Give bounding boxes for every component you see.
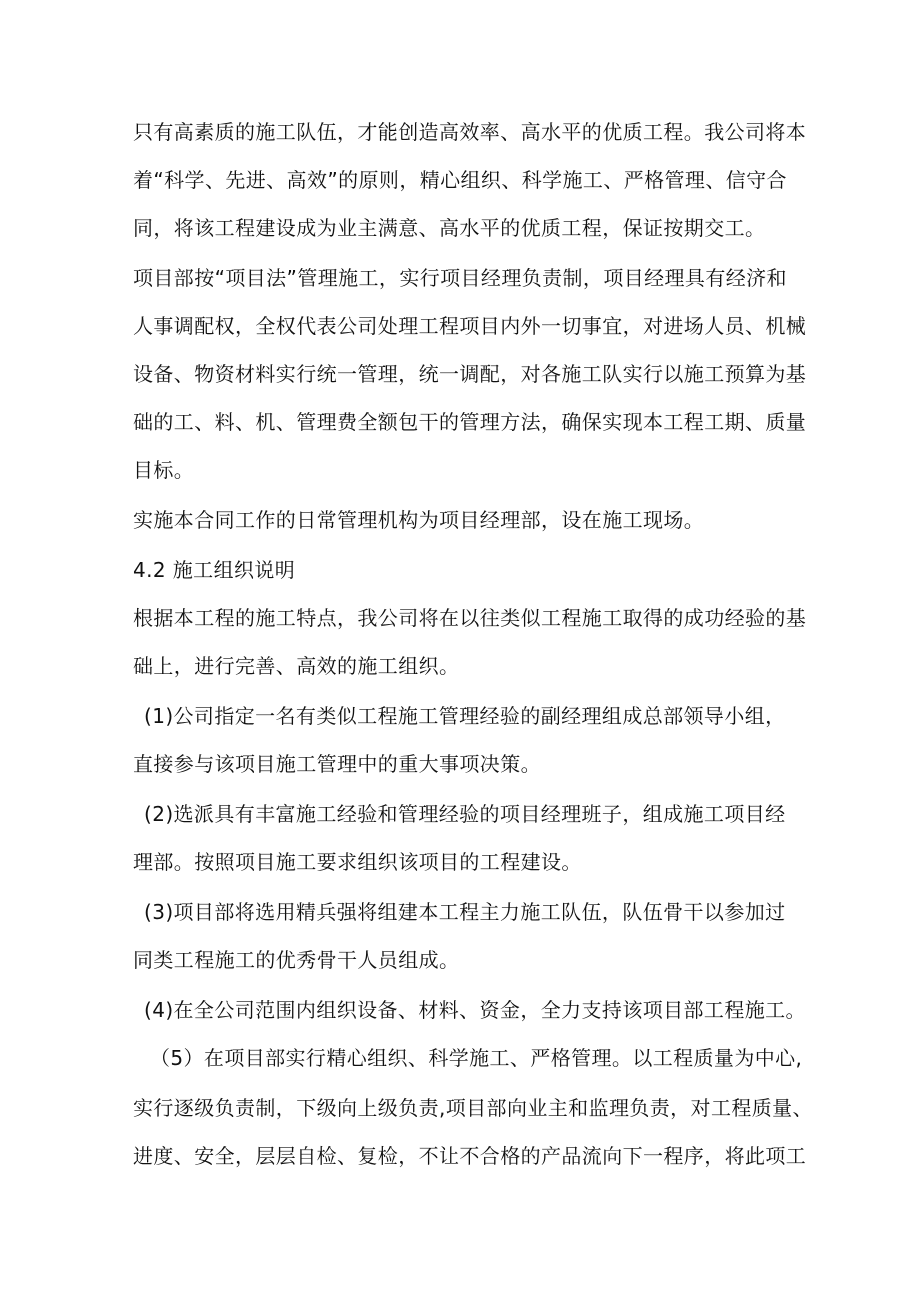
item-5-line-3: 进度、安全，层层自检、复检，不让不合格的产品流向下一程序，将此项工 bbox=[133, 1144, 807, 1168]
item-5-line-1: （5）在项目部实行精心组织、科学施工、严格管理。以工程质量为中心, bbox=[150, 1046, 803, 1070]
item-2-line-1: (2)选派具有丰富施工经验和管理经验的项目经理班子，组成施工项目经 bbox=[144, 802, 786, 826]
intro-line-2: 础上，进行完善、高效的施工组织。 bbox=[133, 654, 460, 678]
paragraph-2-line-5: 目标。 bbox=[133, 458, 195, 482]
intro-line-1: 根据本工程的施工特点，我公司将在以往类似工程施工取得的成功经验的基 bbox=[133, 606, 807, 630]
paragraph-1-line-3: 同，将该工程建设成为业主满意、高水平的优质工程，保证按期交工。 bbox=[133, 216, 766, 240]
paragraph-3-line-1: 实施本合同工作的日常管理机构为项目经理部，设在施工现场。 bbox=[133, 508, 705, 532]
item-3-line-1: (3)项目部将选用精兵强将组建本工程主力施工队伍，队伍骨干以参加过 bbox=[144, 900, 786, 924]
paragraph-2-line-1: 项目部按“项目法”管理施工，实行项目经理负责制，项目经理具有经济和 bbox=[133, 266, 787, 290]
item-4-line-1: (4)在全公司范围内组织设备、材料、资金，全力支持该项目部工程施工。 bbox=[144, 998, 806, 1022]
paragraph-1-line-1: 只有高素质的施工队伍，才能创造高效率、高水平的优质工程。我公司将本 bbox=[133, 120, 807, 144]
paragraph-2-line-2: 人事调配权，全权代表公司处理工程项目内外一切事宜，对进场人员、机械 bbox=[133, 314, 807, 338]
item-1-line-2: 直接参与该项目施工管理中的重大事项决策。 bbox=[133, 752, 541, 776]
paragraph-1-line-2: 着“科学、先进、高效”的原则，精心组织、科学施工、严格管理、信守合 bbox=[133, 168, 787, 192]
item-3-line-2: 同类工程施工的优秀骨干人员组成。 bbox=[133, 948, 460, 972]
item-2-line-2: 理部。按照项目施工要求组织该项目的工程建设。 bbox=[133, 850, 582, 874]
paragraph-2-line-4: 础的工、料、机、管理费全额包干的管理方法，确保实现本工程工期、质量 bbox=[133, 410, 807, 434]
section-heading: 4.2 施工组织说明 bbox=[133, 558, 296, 582]
item-5-line-2: 实行逐级负责制，下级向上级负责,项目部向业主和监理负责，对工程质量、 bbox=[133, 1096, 813, 1120]
item-1-line-1: (1)公司指定一名有类似工程施工管理经验的副经理组成总部领导小组， bbox=[144, 704, 786, 728]
paragraph-2-line-3: 设备、物资材料实行统一管理，统一调配，对各施工队实行以施工预算为基 bbox=[133, 362, 807, 386]
